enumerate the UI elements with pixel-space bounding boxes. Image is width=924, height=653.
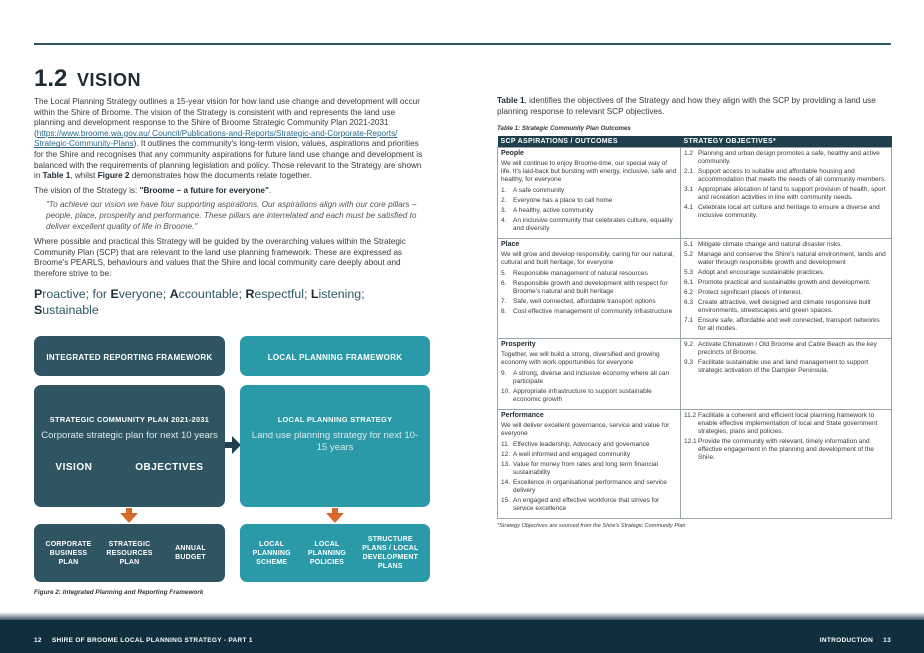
outcome-text: Excellence in organisational performance and service delivery: [513, 479, 667, 495]
outcome-text: Effective leadership, Advocacy and governance: [513, 441, 650, 449]
outcome-number: 5.: [501, 270, 507, 278]
outcome-item: [501, 217, 677, 233]
aspiration-intro: We will deliver excellent governance, service and value for everyone: [501, 422, 670, 438]
left-column: [34, 65, 424, 318]
objective-text: Facilitate a coherent and efficient local planning framework to enable effective implementation of local and State government strategies, plans and policies.: [698, 412, 878, 436]
down-arrow-icon: [326, 513, 344, 523]
objective-item: [684, 359, 888, 375]
pearls-values: [34, 286, 424, 318]
outcome-text: A well informed and engaged community: [513, 451, 631, 459]
outcome-number: 3.: [501, 207, 507, 215]
col-header-objectives: STRATEGY OBJECTIVES*: [681, 136, 892, 148]
aspiration-intro: We will continue to enjoy Broome-time, our special way of life. It's laid-back but bursting with energy, inclusive, safe and healthy, for everyone: [501, 160, 677, 184]
aspiration-intro: We will grow and develop responsibly, caring for our natural, cultural and built heritage, for everyone: [501, 251, 675, 267]
objective-item: [684, 412, 888, 436]
outcome-number: 9.: [501, 370, 507, 378]
intro-text-3: , whilst: [70, 171, 98, 181]
objective-item: [684, 204, 888, 220]
scp-subtitle: Corporate strategic plan for next 10 years: [41, 430, 218, 441]
integrated-reporting-header: [34, 336, 225, 376]
table-intro-ref: Table 1: [497, 96, 525, 105]
objective-number: 7.1: [684, 317, 694, 325]
table-row: [498, 339, 892, 410]
objective-number: 5.2: [684, 251, 694, 259]
objective-number: 6.3: [684, 299, 694, 307]
objectives-cell: [681, 339, 892, 410]
aspiration-intro: Together, we will build a strong, diversified and growing economy with work opportunities for everyone: [501, 351, 660, 367]
figure-caption: Figure 2: Integrated Planning and Reporting Framework: [34, 589, 204, 596]
pearl-rest: veryone;: [118, 286, 170, 301]
top-rule: [34, 43, 891, 45]
outcome-number: 14.: [501, 479, 511, 487]
intro-text-4: demonstrates how the documents relate together.: [129, 171, 312, 181]
objective-number: 6.1: [684, 279, 694, 287]
objective-text: Planning and urban design promotes a safe, healthy and active community.: [698, 150, 880, 166]
outcome-item: [501, 280, 677, 296]
aspiration-heading: Performance: [501, 412, 544, 420]
corporate-business-plan: CORPORATE BUSINESS PLAN: [45, 540, 92, 566]
intro-text-1: The Local Planning Strategy outlines a 15-year vision for how land use change and development will occur within the Shire of Broome. The vision of the Strategy is consistent with and represents the land use planning and development response to the Shire of Broome Strategic Community Plan 2021-2031 (: [34, 97, 420, 138]
outcome-number: 4.: [501, 217, 507, 225]
table-row: [498, 410, 892, 519]
objective-number: 5.3: [684, 269, 694, 277]
outcome-item: [501, 197, 677, 205]
outcome-item: [501, 187, 677, 195]
annual-budget: ANNUAL BUDGET: [175, 545, 206, 561]
outcome-number: 8.: [501, 308, 507, 316]
footer-left-title: SHIRE OF BROOME LOCAL PLANNING STRATEGY - PART 1: [51, 637, 253, 644]
objective-number: 3.1: [684, 186, 694, 194]
objective-number: 9.3: [684, 359, 694, 367]
objective-number: 12.1: [684, 438, 697, 446]
objectives-cell: [681, 410, 892, 519]
local-planning-label: LOCAL PLANNING FRAMEWORK: [267, 353, 403, 362]
scp-caps: [34, 462, 225, 473]
objective-item: [684, 438, 888, 462]
page-number-right: 13: [883, 637, 891, 644]
aspiration-heading: People: [501, 150, 524, 158]
objective-number: 6.2: [684, 289, 694, 297]
outcome-item: [501, 388, 677, 404]
integrated-reporting-label: INTEGRATED REPORTING FRAMEWORK: [46, 353, 213, 362]
scp-title: STRATEGIC COMMUNITY PLAN 2021-2031: [49, 415, 210, 424]
aspiration-cell: [498, 148, 681, 239]
scp-link[interactable]: https://www.broome.wa.gov.au/ Council/Publications-and-Reports/Strategic-and-Corporate-Reports/ Strategic-Community-Plans: [34, 128, 398, 149]
objective-item: [684, 279, 888, 287]
pearl-cap: E: [110, 286, 119, 301]
footer-right-title: INTRODUCTION: [819, 637, 874, 644]
strategic-resources-plan: STRATEGIC RESOURCES PLAN: [106, 540, 153, 566]
objective-text: Provide the community with relevant, timely information and effective engagement in the planning and development of the Shire.: [698, 438, 874, 462]
intro-text-2: ). It outlines the community's long-term vision, values, aspirations and priorities for the Shire and recognises that any community aspirations for future land use change and development is balanced with the requirements of planning legislation and policy. Those relevant to the Strategy are shown in: [34, 139, 423, 181]
col-header-aspirations: SCP ASPIRATIONS / OUTCOMES: [498, 136, 681, 148]
objective-item: [684, 317, 888, 333]
section-number: 1.2: [34, 65, 68, 92]
outcome-text: Appropriate infrastructure to support sustainable economic growth: [513, 388, 652, 404]
section-heading: [34, 65, 424, 94]
objective-number: 1.2: [684, 150, 694, 158]
local-planning-header: [240, 336, 430, 376]
objective-text: Support access to suitable and affordable housing and accommodation that meets the needs of all community members.: [698, 168, 886, 184]
outcome-item: [501, 497, 677, 513]
outcome-text: A safe community: [513, 187, 565, 195]
objective-item: [684, 299, 888, 315]
objective-item: [684, 241, 888, 249]
vision-statement: "Broome – a future for everyone": [139, 185, 269, 195]
objective-text: Adopt and encourage sustainable practices.: [698, 269, 825, 277]
values-paragraph: Where possible and practical this Strategy will be guided by the overarching values within the Strategic Community Plan (SCP) that are relevant to the land use planning framework. These are expressed as Broome's PEARLS, behaviours and values that the Shire and local community care deeply about and therefore strive to be:: [34, 237, 406, 278]
outcome-item: [501, 451, 677, 459]
lps-box: [240, 385, 430, 507]
objective-item: [684, 168, 888, 184]
objective-number: 2.1: [684, 168, 694, 176]
pearl-rest: ustainable: [42, 302, 99, 317]
objective-number: 4.1: [684, 204, 694, 212]
section-title: VISION: [77, 70, 142, 90]
intro-paragraph: [34, 97, 424, 182]
pearl-rest: espectful;: [254, 286, 311, 301]
outcome-number: 2.: [501, 197, 507, 205]
outcome-text: Value for money from rates and long term financial sustainability: [513, 461, 659, 477]
objective-text: Facilitate sustainable use and land management to support strategic activation of the Dampier Peninsula.: [698, 359, 869, 375]
lps-title: LOCAL PLANNING STRATEGY: [277, 415, 393, 424]
objective-item: [684, 186, 888, 202]
outcome-item: [501, 207, 677, 215]
objective-number: 9.2: [684, 341, 694, 349]
pearl-cap: A: [169, 286, 179, 301]
objective-item: [684, 269, 888, 277]
table-intro: [497, 96, 891, 117]
outcome-number: 1.: [501, 187, 507, 195]
pearl-cap: S: [34, 302, 43, 317]
objective-text: Celebrate local art culture and heritage to ensure a diverse and inclusive community.: [698, 204, 880, 220]
page-number-left: 12: [34, 637, 42, 644]
objective-item: [684, 150, 888, 166]
outcome-number: 15.: [501, 497, 511, 505]
outcome-text: Safe, well connected, affordable transport options: [513, 298, 656, 306]
aspiration-cell: [498, 410, 681, 519]
outcomes-table: [497, 136, 892, 519]
objective-text: Activate Chinatown / Old Broome and Cable Beach as the key precincts of Broome.: [698, 341, 877, 357]
outcome-item: [501, 479, 677, 495]
outcome-text: Responsible management of natural resources: [513, 270, 648, 278]
table-caption: Table 1: Strategic Community Plan Outcomes: [497, 125, 631, 133]
outcome-text: A healthy, active community: [513, 207, 594, 215]
table-intro-text: , identifies the objectives of the Strategy and how they align with the SCP by providing a land use planning response to relevant SCP objectives.: [497, 96, 876, 116]
vision-label: VISION: [55, 462, 93, 473]
outcome-item: [501, 441, 677, 449]
outcome-item: [501, 370, 677, 386]
pearl-rest: istening;: [318, 286, 365, 301]
pearl-rest: roactive; for: [42, 286, 111, 301]
aspiration-heading: Prosperity: [501, 341, 536, 349]
objectives-cell: [681, 239, 892, 339]
objectives-cell: [681, 148, 892, 239]
aspiration-cell: [498, 339, 681, 410]
objective-item: [684, 251, 888, 267]
down-arrow-icon: [120, 513, 138, 523]
outcome-item: [501, 270, 677, 278]
outcome-text: An inclusive community that celebrates culture, equality and diversity: [513, 217, 673, 233]
outcome-item: [501, 308, 677, 316]
outcome-number: 10.: [501, 388, 511, 396]
outcome-number: 6.: [501, 280, 507, 288]
table-row: [498, 239, 892, 339]
outcome-text: Responsible growth and development with respect for Broome's natural and built heritage: [513, 280, 668, 296]
vision-end: .: [268, 185, 272, 195]
table-header-row: [498, 136, 892, 148]
objective-text: Promote practical and sustainable growth and development.: [698, 279, 871, 287]
objective-item: [684, 341, 888, 357]
outcome-number: 11.: [501, 441, 510, 449]
outcome-number: 13.: [501, 461, 511, 469]
objectives-label: OBJECTIVES: [135, 462, 204, 473]
table-row: [498, 148, 892, 239]
scp-box: [34, 385, 225, 507]
integrated-bottom-box: [34, 524, 225, 582]
objective-text: Mitigate climate change and natural disaster risks.: [698, 241, 843, 249]
right-arrow-icon: [225, 436, 241, 454]
outcome-item: [501, 461, 677, 477]
outcome-text: A strong, diverse and inclusive economy where all can participate: [513, 370, 670, 386]
objective-text: Manage and conserve the Shire's natural environment, lands and water through responsible growth and development: [698, 251, 886, 267]
outcome-text: Cost effective management of community infrastructure: [513, 308, 673, 316]
figure-ref: Figure 2: [97, 171, 130, 181]
objective-item: [684, 289, 888, 297]
objective-number: 11.2: [684, 412, 697, 420]
footer-left: [34, 637, 253, 644]
outcome-number: 7.: [501, 298, 507, 306]
outcome-text: Everyone has a place to call home: [513, 197, 613, 205]
table-note: *Strategy Objectives are sourced from the Shire's Strategic Community Plan: [497, 523, 686, 530]
pearl-cap: R: [245, 286, 255, 301]
table-ref: Table 1: [42, 171, 71, 181]
outcome-text: An engaged and effective workforce that strives for service excellence: [513, 497, 660, 513]
objective-text: Protect significant places of interest.: [698, 289, 803, 297]
table-body: [498, 148, 892, 519]
pearl-cap: L: [310, 286, 319, 301]
right-column: [497, 96, 891, 529]
local-planning-scheme: LOCAL PLANNING SCHEME: [252, 540, 291, 566]
objective-text: Appropriate allocation of land to support provision of health, sport and recreation activities in line with community needs.: [698, 186, 886, 202]
structure-plans: STRUCTURE PLANS / LOCAL DEVELOPMENT PLANS: [362, 536, 419, 570]
outcome-item: [501, 298, 677, 306]
vision-paragraph: [34, 186, 424, 197]
objective-number: 5.1: [684, 241, 694, 249]
local-bottom-box: [240, 524, 430, 582]
local-planning-policies: LOCAL PLANNING POLICIES: [307, 540, 347, 566]
vision-quote: "To achieve our vision we have four supporting aspirations. Our aspirations align with our core pillars – people, place, prosperity and performance. These pillars are interrelated and each must be satisfied to deliver excellent quality of life in Broome.": [46, 200, 417, 231]
lps-subtitle: Land use planning strategy for next 10-15 years: [251, 430, 419, 453]
objective-text: Create attractive, well designed and climate responsive built environments, streetscapes and green spaces.: [698, 299, 871, 315]
aspiration-cell: [498, 239, 681, 339]
pearl-cap: P: [34, 286, 43, 301]
pearl-rest: ccountable;: [178, 286, 246, 301]
aspiration-heading: Place: [501, 241, 520, 249]
objective-text: Ensure safe, affordable and well connected, transport networks for all modes.: [698, 317, 880, 333]
outcome-number: 12.: [501, 451, 511, 459]
footer-right: [820, 637, 891, 644]
vision-lead: The vision of the Strategy is:: [34, 185, 140, 195]
